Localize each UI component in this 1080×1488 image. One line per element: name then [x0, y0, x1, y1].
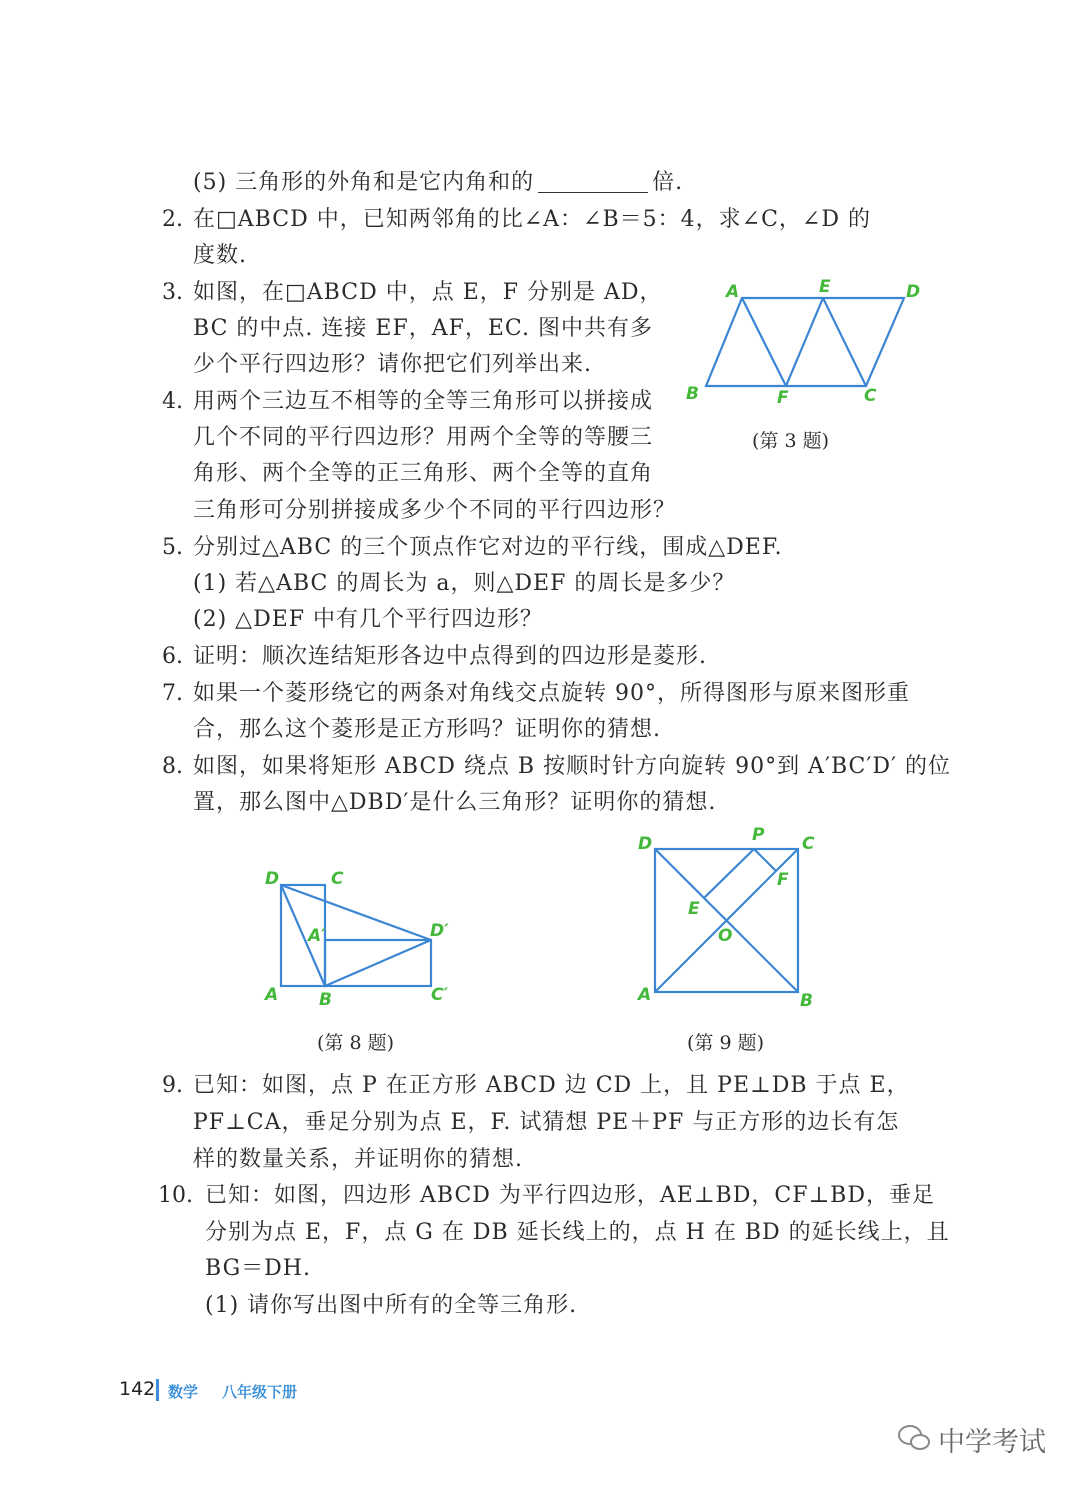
- q4-line-4: 三角形可分别拼接成多少个不同的平行四边形？: [193, 498, 677, 523]
- q3-line-3: 少个平行四边形？请你把它们列举出来.: [193, 352, 592, 377]
- fig8-label-a: A: [265, 985, 279, 1005]
- fig9-lines: [655, 849, 798, 992]
- fig9-label-a: A: [638, 985, 652, 1005]
- q10-line-3: BG＝DH.: [205, 1256, 311, 1281]
- q10-line-1: 已知：如图，四边形 ABCD 为平行四边形，AE⊥BD，CF⊥BD，垂足: [205, 1183, 935, 1208]
- fig3-label-c: C: [864, 386, 877, 406]
- watermark-text: 中学考试: [938, 1427, 1046, 1458]
- q1-5-line: [193, 168, 683, 198]
- fig9-label-e: E: [688, 899, 700, 919]
- q8-line-2: 置，那么图中△DBD′是什么三角形？证明你的猜想.: [193, 790, 717, 815]
- fig9-label-c: C: [802, 834, 815, 854]
- q4-line-3: 角形、两个全等的正三角形、两个全等的直角: [193, 461, 654, 486]
- fig8-segment-dd1: [281, 885, 431, 940]
- fig8-segment-db: [281, 885, 325, 986]
- q2-number: 2.: [162, 207, 183, 232]
- fig8-label-d1: D′: [430, 921, 449, 941]
- fig8-lines: [281, 885, 431, 986]
- footer-grade: 八年级下册: [222, 1383, 298, 1401]
- footer-divider: [156, 1379, 159, 1401]
- fig3-caption: (第 3 题): [752, 430, 829, 452]
- fig9-label-f: F: [777, 870, 789, 890]
- fig9-segment-pf: [754, 849, 776, 871]
- fig8-rect-abcd-prime: [325, 940, 431, 986]
- q5-sub-1: (1) 若△ABC 的周长为 a，则△DEF 的周长是多少？: [193, 571, 736, 596]
- q3-line-1: 如图，在□ABCD 中，点 E，F 分别是 AD，: [193, 280, 663, 305]
- fig3-label-f: F: [777, 388, 789, 408]
- fig3-parallelogram: [706, 298, 904, 386]
- q7-number: 7.: [162, 681, 183, 706]
- fig9-square: [655, 849, 798, 992]
- q9-line-2: PF⊥CA，垂足分别为点 E，F. 试猜想 PE＋PF 与正方形的边长有怎: [193, 1110, 900, 1135]
- q10-number: 10.: [158, 1183, 193, 1208]
- q4-line-2: 几个不同的平行四边形？用两个全等的等腰三: [193, 425, 654, 450]
- fig8-label-a1: A′: [308, 926, 326, 946]
- fig9-diagonal-ac: [655, 849, 798, 992]
- q10-line-2: 分别为点 E，F，点 G 在 DB 延长线上的，点 H 在 BD 的延长线上，且: [205, 1220, 950, 1245]
- fig9-caption: (第 9 题): [687, 1032, 764, 1054]
- fig8-label-b: B: [319, 990, 332, 1010]
- fig9-label-d: D: [638, 834, 653, 854]
- fig8-rect-abcd: [281, 885, 325, 986]
- q1-5-suffix: 倍.: [652, 170, 684, 195]
- fig3-label-d: D: [906, 282, 921, 302]
- fig8-caption: (第 8 题): [317, 1032, 394, 1054]
- q9-number: 9.: [162, 1073, 183, 1098]
- q8-line-1: 如图，如果将矩形 ABCD 绕点 B 按顺时针方向旋转 90°到 A′BC′D′ 的位: [193, 754, 951, 779]
- fig3-label-a: A: [726, 282, 740, 302]
- q9-line-3: 样的数量关系，并证明你的猜想.: [193, 1147, 523, 1172]
- q4-number: 4.: [162, 389, 183, 414]
- fig3-segment-af: [742, 298, 786, 386]
- q2-line-1: 在□ABCD 中，已知两邻角的比∠A：∠B＝5：4，求∠C，∠D 的: [193, 207, 871, 232]
- fig8-label-c: C: [331, 869, 344, 889]
- q6-number: 6.: [162, 644, 183, 669]
- q2-line-2: 度数.: [193, 243, 247, 268]
- q4-line-1: 用两个三边互不相等的全等三角形可以拼接成: [193, 389, 654, 414]
- fig3-label-e: E: [819, 277, 831, 297]
- q1-5-text: (5) 三角形的外角和是它内角和的: [193, 170, 535, 195]
- q7-line-2: 合，那么这个菱形是正方形吗？证明你的猜想.: [193, 717, 661, 742]
- q8-number: 8.: [162, 754, 183, 779]
- q10-sub-1: (1) 请你写出图中所有的全等三角形.: [205, 1293, 578, 1318]
- q6-line-1: 证明：顺次连结矩形各边中点得到的四边形是菱形.: [193, 644, 707, 669]
- answer-blank[interactable]: [538, 170, 648, 193]
- fig9-diagonal-db: [655, 849, 798, 992]
- q5-line-1: 分别过△ABC 的三个顶点作它对边的平行线，围成△DEF.: [193, 535, 783, 560]
- q3-line-2: BC 的中点. 连接 EF，AF，EC. 图中共有多: [193, 316, 653, 341]
- fig3-label-b: B: [686, 384, 699, 404]
- fig9-label-p: P: [752, 825, 765, 845]
- wechat-logo-icon: [897, 1423, 931, 1453]
- fig8-label-d: D: [265, 869, 280, 889]
- fig8-segment-bd1: [325, 940, 431, 986]
- fig8-label-c1: C′: [431, 985, 448, 1005]
- fig9-label-o: O: [718, 926, 733, 946]
- q5-number: 5.: [162, 535, 183, 560]
- footer-subject: 数学: [168, 1383, 199, 1401]
- fig3-lines: [706, 298, 904, 386]
- fig9-label-b: B: [800, 991, 813, 1011]
- q7-line-1: 如果一个菱形绕它的两条对角线交点旋转 90°，所得图形与原来图形重: [193, 681, 910, 706]
- fig9-segment-pe: [704, 849, 754, 898]
- q3-number: 3.: [162, 280, 183, 305]
- fig3-segment-ef: [786, 298, 823, 386]
- q5-sub-2: (2) △DEF 中有几个平行四边形？: [193, 607, 544, 632]
- fig3-segment-ec: [823, 298, 866, 386]
- page-number: 142: [119, 1378, 156, 1400]
- q9-line-1: 已知：如图，点 P 在正方形 ABCD 边 CD 上，且 PE⊥DB 于点 E，: [193, 1073, 910, 1098]
